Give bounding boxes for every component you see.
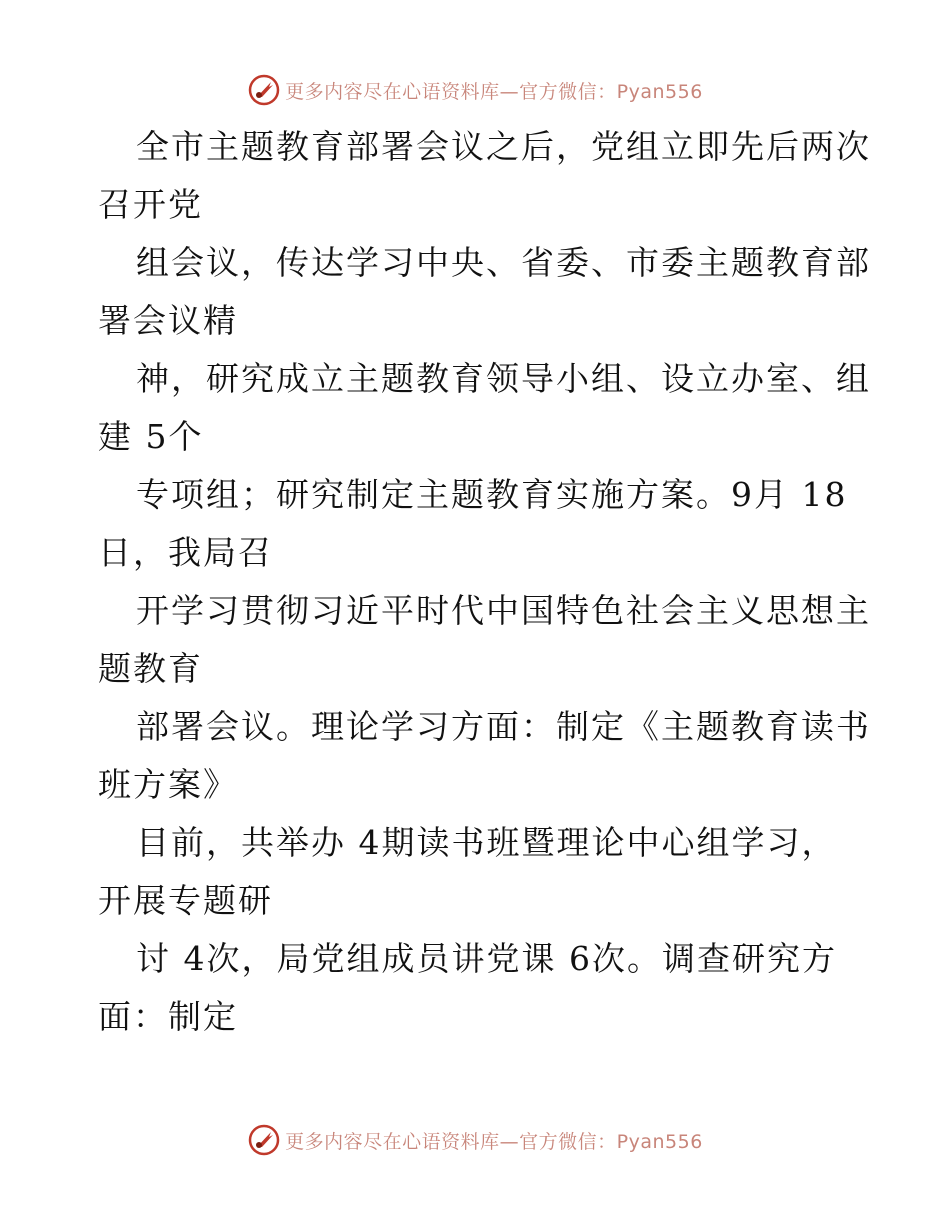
header-watermark-banner bbox=[0, 68, 950, 112]
body-line: 面：制定 bbox=[98, 997, 238, 1036]
body-line: 建 5个 bbox=[98, 417, 204, 456]
header-banner-text: 更多内容尽在心语资料库—官方微信：Pyan556 bbox=[285, 80, 703, 103]
body-line: 题教育 bbox=[98, 649, 203, 688]
body-line: 部署会议。理论学习方面：制定《主题教育读书 bbox=[136, 707, 871, 746]
body-line: 神，研究成立主题教育领导小组、设立办室、组 bbox=[136, 359, 871, 398]
footer-banner-text: 更多内容尽在心语资料库—官方微信：Pyan556 bbox=[285, 1130, 703, 1153]
body-line: 讨 4次，局党组成员讲党课 6次。调查研究方 bbox=[136, 939, 837, 978]
body-line: 召开党 bbox=[98, 185, 203, 224]
quill-seal-icon bbox=[247, 1123, 281, 1157]
body-line: 署会议精 bbox=[98, 301, 238, 340]
body-line: 全市主题教育部署会议之后，党组立即先后两次 bbox=[136, 127, 871, 166]
footer-watermark-banner bbox=[0, 1118, 950, 1162]
body-line: 目前，共举办 4期读书班暨理论中心组学习， bbox=[136, 823, 837, 862]
body-line: 开学习贯彻习近平时代中国特色社会主义思想主 bbox=[136, 591, 871, 630]
body-line: 开展专题研 bbox=[98, 881, 273, 920]
body-line: 专项组；研究制定主题教育实施方案。9月 18 bbox=[136, 475, 848, 514]
body-line: 日，我局召 bbox=[98, 533, 273, 572]
document-body bbox=[98, 118, 871, 1046]
body-line: 组会议，传达学习中央、省委、市委主题教育部 bbox=[136, 243, 871, 282]
body-line: 班方案》 bbox=[98, 765, 238, 804]
quill-seal-icon bbox=[247, 73, 281, 107]
